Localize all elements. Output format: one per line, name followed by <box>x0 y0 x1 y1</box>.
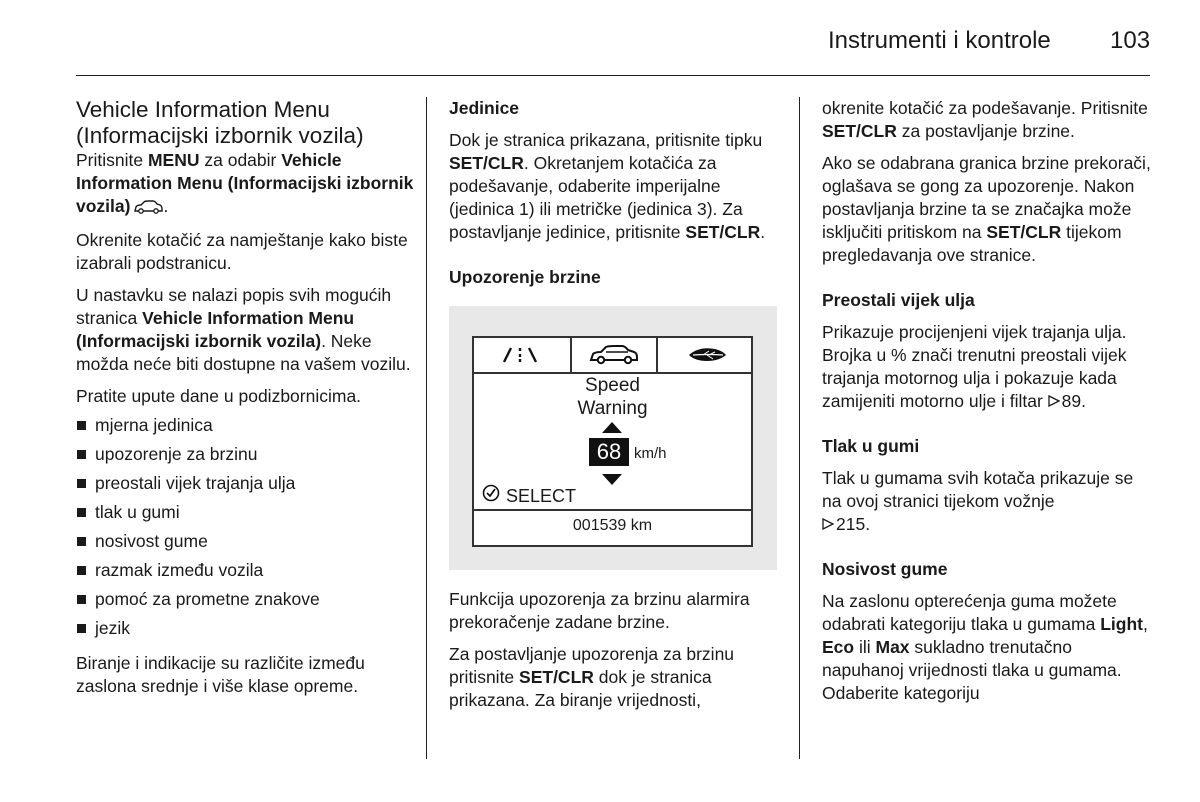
list-item <box>76 472 416 501</box>
setup-text: Za postavljanje upozorenja za brzinu pritisnite <box>449 644 735 687</box>
list-item <box>76 414 416 443</box>
intro-text-end: . <box>163 196 169 216</box>
bullet-icon <box>77 537 86 546</box>
list-item <box>76 588 416 617</box>
tyre-page-reference[interactable]: 215 <box>836 514 866 534</box>
bullet-icon <box>77 421 86 430</box>
display-title-line2: Warning <box>577 398 648 419</box>
section-title-line2: (Informacijski izbornik vozila) <box>76 123 364 148</box>
column-1 <box>76 97 416 707</box>
display-divider <box>474 509 751 511</box>
p3-text: U nastavku se nalazi popis svih mogućih stranica <box>76 285 392 328</box>
display-screen <box>472 336 753 547</box>
units-text-end: . <box>760 222 766 242</box>
car-icon <box>133 197 163 220</box>
load-sep-1: , <box>1142 614 1148 634</box>
display-tab-bar <box>474 338 751 374</box>
tyre-load-heading: Nosivost gume <box>822 559 948 579</box>
light-keyword: Light <box>1100 614 1143 634</box>
setup-text-end: dok je stranica prikazana. Za biranje vrijednosti, <box>449 667 712 710</box>
function-paragraph: Funkcija upozorenja za brzinu alarmira prekoračenje zadane brzine. <box>449 589 750 632</box>
display-title-line1: Speed <box>585 375 640 396</box>
bullet-icon <box>77 479 86 488</box>
list-item <box>76 559 416 588</box>
oil-life-paragraph <box>822 321 1157 413</box>
bullet-icon <box>77 450 86 459</box>
set-clr-keyword: SET/CLR <box>822 121 897 141</box>
intro-text-mid: za odabir <box>199 150 282 170</box>
arrow-up-icon <box>602 422 622 433</box>
set-clr-keyword: SET/CLR <box>685 222 761 242</box>
exceed-paragraph <box>822 152 1157 267</box>
p3-text-end: . Neke možda neće biti dostupne na vašem vozilu. <box>76 331 411 374</box>
column-2 <box>449 97 784 298</box>
select-row <box>482 484 576 507</box>
section-title <box>76 97 416 149</box>
paragraph-4: Pratite upute dane u podizbornicima. <box>76 386 362 406</box>
vehicle-tab-car-icon <box>570 338 658 372</box>
menu-keyword: MENU <box>147 150 200 170</box>
list-item-text: tlak u gumi <box>95 502 180 522</box>
section-title-line1: Vehicle Information Menu <box>76 97 330 122</box>
page-number: 103 <box>1110 27 1151 54</box>
arrow-down-icon <box>602 474 622 485</box>
units-heading: Jedinice <box>449 98 520 118</box>
paragraph-2: Okrenite kotačić za namještanje kako biste izabrali podstranicu. <box>76 230 408 273</box>
units-text: Dok je stranica prikazana, pritisnite tipku <box>449 130 763 150</box>
column-2-lower <box>449 588 784 721</box>
speed-warning-heading: Upozorenje brzine <box>449 267 601 287</box>
tyre-text-end: . <box>865 514 871 534</box>
set-clr-keyword: SET/CLR <box>986 222 1062 242</box>
exceed-text-end: tijekom pregledavanja ove stranice. <box>822 222 1122 265</box>
bullet-icon <box>77 508 86 517</box>
list-item <box>76 443 416 472</box>
oil-life-text: Prikazuje procijenjeni vijek trajanja ulja. Brojka u % znači trenutni preostali vijek trajanja motornog ulja i pokazuje kada zamijeniti motorno ulje i filtar <box>822 322 1127 411</box>
oil-text-end: . <box>1081 391 1086 411</box>
header-divider <box>76 75 1150 76</box>
speed-unit: km/h <box>634 445 667 462</box>
speed-value: 68 <box>589 438 629 466</box>
load-sep-2: ili <box>854 637 876 657</box>
odometer-reading: 001539 km <box>572 517 653 534</box>
setup-paragraph <box>449 643 784 712</box>
column-3 <box>822 97 1157 714</box>
eco-keyword: Eco <box>822 637 855 657</box>
speed-warning-display-figure <box>449 306 777 570</box>
units-text-mid: . Okretanjem kotačića za podešavanje, odaberite imperijalne (jedinica 1) ili metričke (jedinica 3). Za postavljanje jedinice, pritisnite <box>449 153 743 242</box>
list-item-text: jezik <box>95 618 131 638</box>
continue-text-end: za postavljanje brzine. <box>896 121 1075 141</box>
list-item-text: pomoć za prometne znakove <box>95 589 320 609</box>
list-item <box>76 530 416 559</box>
bullet-icon <box>77 566 86 575</box>
exceed-text: Ako se odabrana granica brzine prekorači, oglašava se gong za upozorenje. Nakon postavljanja brzine ta se značajka može isključiti pritiskom na <box>822 153 1151 242</box>
column-divider-2 <box>799 97 800 759</box>
vehicle-info-menu-keyword: Vehicle Information Menu (Informacijski izbornik vozila) <box>76 150 414 216</box>
load-text-end: sukladno trenutačno napuhanoj vrijednosti tlaka u gumama. Odaberite kategoriju <box>822 637 1122 703</box>
list-item-text: razmak između vozila <box>95 560 264 580</box>
paragraph-5: Biranje i indikacije su različite između zaslona srednje i više klase opreme. <box>76 653 365 696</box>
tyre-pressure-paragraph <box>822 467 1157 536</box>
load-text: Na zaslonu opterećenja guma možete odabrati kategoriju tlaka u gumama <box>822 591 1117 634</box>
tyre-pressure-text: Tlak u gumama svih kotača prikazuje se na ovoj stranici tijekom vožnje <box>822 468 1134 511</box>
tyre-load-paragraph <box>822 590 1157 705</box>
tyre-pressure-heading: Tlak u gumi <box>822 436 920 456</box>
set-clr-keyword: SET/CLR <box>519 667 594 687</box>
column-divider-1 <box>426 97 427 759</box>
max-keyword: Max <box>875 637 910 657</box>
page-reference-arrow-icon <box>822 513 834 536</box>
page-header-title: Instrumenti i kontrole <box>828 27 1051 54</box>
paragraph-3 <box>76 284 416 376</box>
check-circle-icon <box>482 484 500 507</box>
continue-text: okrenite kotačić za podešavanje. Pritisnite <box>822 98 1148 118</box>
list-item-text: mjerna jedinica <box>95 415 213 435</box>
p3-keyword: Vehicle Information Menu (Informacijski izbornik vozila) <box>76 308 355 351</box>
list-item-text: nosivost gume <box>95 531 208 551</box>
intro-text: Pritisnite <box>76 150 148 170</box>
set-clr-keyword: SET/CLR <box>449 153 524 173</box>
list-item <box>76 501 416 530</box>
road-lanes-icon <box>474 338 566 372</box>
list-item <box>76 617 416 646</box>
bullet-icon <box>77 624 86 633</box>
oil-page-reference[interactable]: 89 <box>1061 391 1082 411</box>
intro-paragraph <box>76 149 416 220</box>
oil-life-heading: Preostali vijek ulja <box>822 290 975 310</box>
select-label: SELECT <box>506 485 577 506</box>
page-reference-arrow-icon <box>1048 390 1060 413</box>
bullet-icon <box>77 595 86 604</box>
eco-leaf-icon <box>662 338 751 372</box>
continue-paragraph <box>822 97 1157 143</box>
list-item-text: preostali vijek trajanja ulja <box>95 473 296 493</box>
list-item-text: upozorenje za brzinu <box>95 444 258 464</box>
page-list <box>76 414 416 646</box>
units-paragraph <box>449 129 784 244</box>
